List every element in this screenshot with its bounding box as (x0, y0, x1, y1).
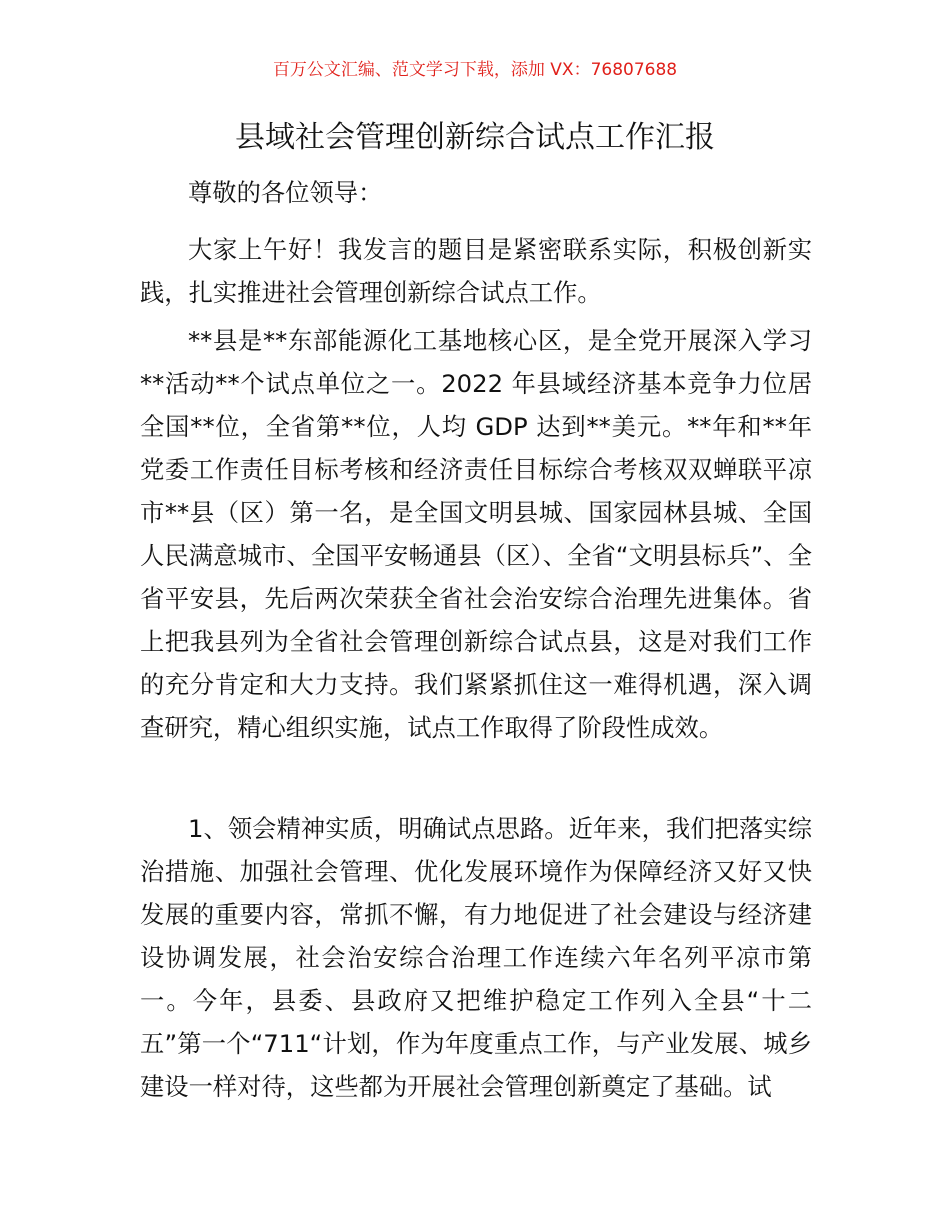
header-note: 百万公文汇编、范文学习下载，添加 VX：76807688 (272, 60, 678, 80)
document-title: 县域社会管理创新综合试点工作汇报 (235, 120, 715, 155)
paragraph-greeting: 大家上午好！我发言的题目是紧密联系实际，积极创新实践，扎实推进社会管理创新综合试点工作。 (140, 235, 812, 307)
paragraph-section-1: 1、领会精神实质，明确试点思路。近年来，我们把落实综治措施、加强社会管理、优化发展环境作为保障经济又好又快发展的重要内容，常抓不懈，有力地促进了社会建设与经济建设协调发展，社会治安综合治理工作连续六年名列平凉市第一。今年，县委、县政府又把维护稳定工作列入全县“十二五”第一个“711“计划，作为年度重点工作，与产业发展、城乡建设一样对待，这些都为开展社会管理创新奠定了基础。试 (140, 814, 812, 1101)
salutation: 尊敬的各位领导： (188, 178, 383, 207)
paragraph-county-overview: **县是**东部能源化工基地核心区，是全党开展深入学习**活动**个试点单位之一。2022 年县域经济基本竞争力位居全国**位，全省第**位，人均 GDP 达到**美元。**年和**年党委工作责任目标考核和经济责任目标综合考核双双蝉联平凉市**县（区）第一名，是全国文明县城、国家园林县城、全国人民满意城市、全国平安畅通县（区）、全省“文明县标兵”、全省平安县，先后两次荣获全省社会治安综合治理先进集体。省上把我县列为全省社会管理创新综合试点县，这是对我们工作的充分肯定和大力支持。我们紧紧抓住这一难得机遇，深入调查研究，精心组织实施，试点工作取得了阶段性成效。 (140, 326, 812, 742)
